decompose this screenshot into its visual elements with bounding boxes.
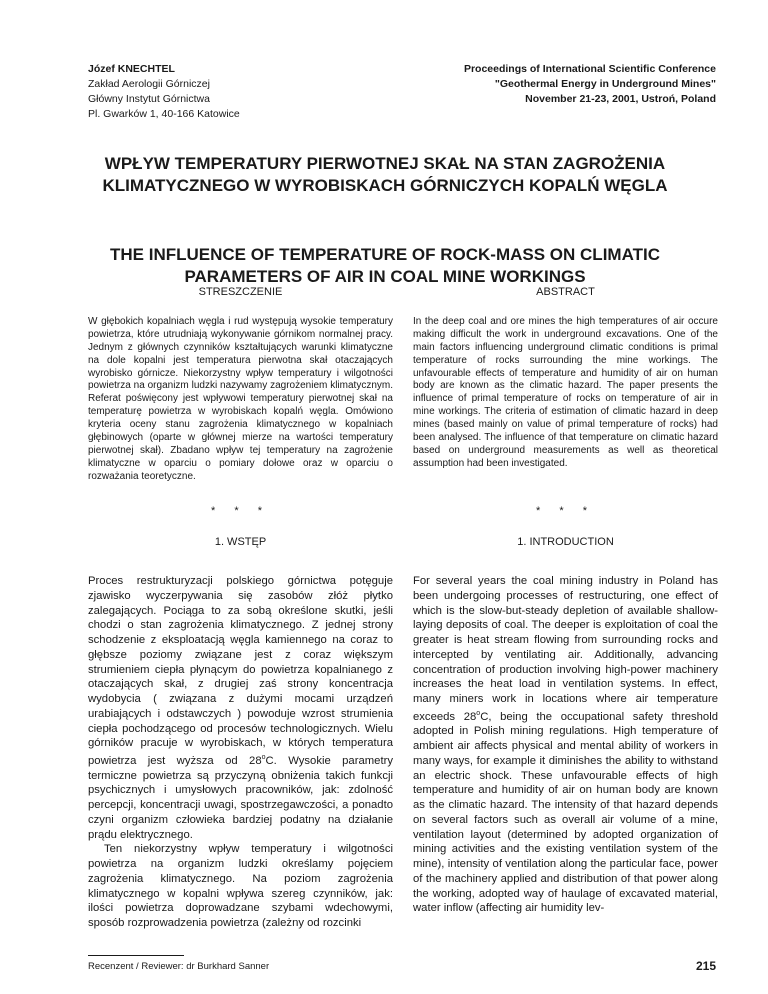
affiliation-line: Zakład Aerologii Górniczej — [88, 78, 210, 90]
introduction-polish — [88, 574, 393, 931]
title-line: KLIMATYCZNEGO W WYROBISKACH GÓRNICZYCH KOPALŃ WĘGLA — [102, 176, 668, 195]
introduction-english — [413, 574, 718, 916]
title-polish — [60, 153, 710, 197]
section-heading: 1. INTRODUCTION — [517, 536, 614, 548]
section-separator: * * * — [211, 505, 270, 517]
paragraph: Ten niekorzystny wpływ temperatury i wilgotności powietrza na organizm ludzki określamy pojęciem zagrożenia klimatycznego. Na poziom zagrożenia klimatycznego w kopalni wpływa szereg czynników, jak: ilości powietrza doprowadzane szybami wdechowymi, sposób rozprowadzenia powietrza (zależny od rozcinki — [88, 843, 393, 930]
title-line: PARAMETERS OF AIR IN COAL MINE WORKINGS — [184, 267, 586, 286]
abstract-heading: STRESZCZENIE — [198, 286, 283, 298]
abstract-text: In the deep coal and ore mines the high temperatures of air occure making difficult the work in underground excavations. One of the main factors influencing underground climatic conditions is primal temperature of rocks surrounding the mine workings. The unfavourable effects of temperature and humidity of air on human body are known as the climatic hazard. The paper presents the influence of primal temperature of rocks on temperature of air in mine workings. The criteria of estimation of climatic hazard in deep mines (based mainly on value of primal temperature of rocks) had been analysed. The influence of that temperature on climatic hazard based on underground measurements as well as theoretical assumption had been investigated. — [413, 315, 718, 469]
section-heading: 1. WSTĘP — [214, 536, 267, 548]
abstract-english — [413, 286, 718, 471]
title-english — [60, 244, 710, 288]
abstract-polish — [88, 286, 393, 484]
conference-line: Proceedings of International Scientific Conference — [463, 63, 716, 75]
conference-line: November 21-23, 2001, Ustroń, Poland — [525, 93, 716, 105]
footnote-divider — [88, 955, 184, 956]
abstract-text: W głębokich kopalniach węgla i rud występują wysokie temperatury powietrza, które utrudniają wykonywanie górnikom normalnej pracy. Jednym z głównych czynników kształtujących warunki klimatyczne na dole kopalni jest temperatura pierwotna skał otaczających wyrobisko górnicze. Niekorzystny wpływ temperatury i wilgotności powietrza na organizm ludzki nazywamy zagrożeniem klimatycznym. Referat poświęcony jest wpływowi temperatury pierwotnej skał na temperaturę powietrza w wyrobiskach kopalń węgla. Omówiono kryteria oceny stanu zagrożenia klimatycznego w kopalniach głębinowych (oparte w głównej mierze na wartości temperatury pierwotnej skał). Zbadano wpływ tej temperatury na zagrożenie klimatyczne w oparciu o pomiary dołowe oraz w oparciu o rozważania teoretyczne. — [88, 315, 393, 482]
affiliation-line: Pl. Gwarków 1, 40-166 Katowice — [88, 108, 240, 120]
reviewer-note: Recenzent / Reviewer: dr Burkhard Sanner — [88, 961, 270, 972]
author-name: Józef KNECHTEL — [88, 63, 175, 75]
title-line: THE INFLUENCE OF TEMPERATURE OF ROCK-MASS ON CLIMATIC — [110, 245, 660, 264]
page-number: 215 — [695, 959, 716, 973]
abstract-heading: ABSTRACT — [536, 286, 595, 298]
conference-block — [464, 62, 716, 107]
paragraph: For several years the coal mining industry in Poland has been undergoing processes of restructuring, one effect of which is the slow-but-steady depletion of available shallow-laying deposits of coal. The deeper is exploitation of coal the greater is heat stream flowing from surrounding rocks and intercepted by ventilating air. Additionally, advancing concentration of production involving high-power machinery increases the heat load in ventilation systems. In effect, many miners work in locations where air temperature exceeds 28$^o$C, being the occupational safety threshold adopted in Polish mining regulations. High temperature of ambient air affects physical and mental ability of workers in many ways, for example it diminishes the ability to withstand an electric shock. These unfavourable effects of high temperature and humidity of air on human body are known as the climatic hazard. The intensity of that hazard depends on several factors such as overall air volume of a mine, ventilation layout (determined by adopted organization of mining activities and the existing ventilation system of the mine), intensity of ventilation along the particular face, power of the machinery applied and distribution of that power along the working, adopted way of haulage of excavated material, water inflow (affecting air humidity lev- — [413, 575, 719, 915]
affiliation-line: Główny Instytut Górnictwa — [88, 93, 210, 105]
paragraph: Proces restrukturyzacji polskiego górnictwa potęguje zjawisko wyczerpywania się zasobów złóż płytko zalegających. Pociąga to za sobą określone skutki, jeśli chodzi o stan zagrożenia klimatycznego. Z jednej strony schodzenie z eksploatacją węgla kamiennego na coraz to głębsze poziomy związane jest z coraz większym strumieniem ciepła płynącym do powietrza kopalnianego z otaczających skał, z drugiej zaś strony koncentracja wydobycia ( związana z dużymi mocami urządzeń urabiających i odstawczych ) powoduje wzrost strumienia ciepła pochodzącego od procesów technologicznych. Wielu górników pracuje w wyrobiskach, w których temperatura powietrza jest wyższa od 28$^o$C. Wysokie parametry termiczne powietrza są przyczyną obniżenia takich funkcji psychicznych i umysłowych pracowników, jak: zdolność percepcji, koncentracji uwagi, spostrzegawczości, a ponadto czyni organizm człowieka bardziej podatny na działanie prądu elektrycznego. — [88, 575, 394, 841]
title-line: WPŁYW TEMPERATURY PIERWOTNEJ SKAŁ NA STAN ZAGROŻENIA — [104, 154, 666, 173]
section-separator: * * * — [536, 505, 595, 517]
author-block — [88, 62, 240, 122]
conference-line: "Geothermal Energy in Underground Mines" — [494, 78, 716, 90]
